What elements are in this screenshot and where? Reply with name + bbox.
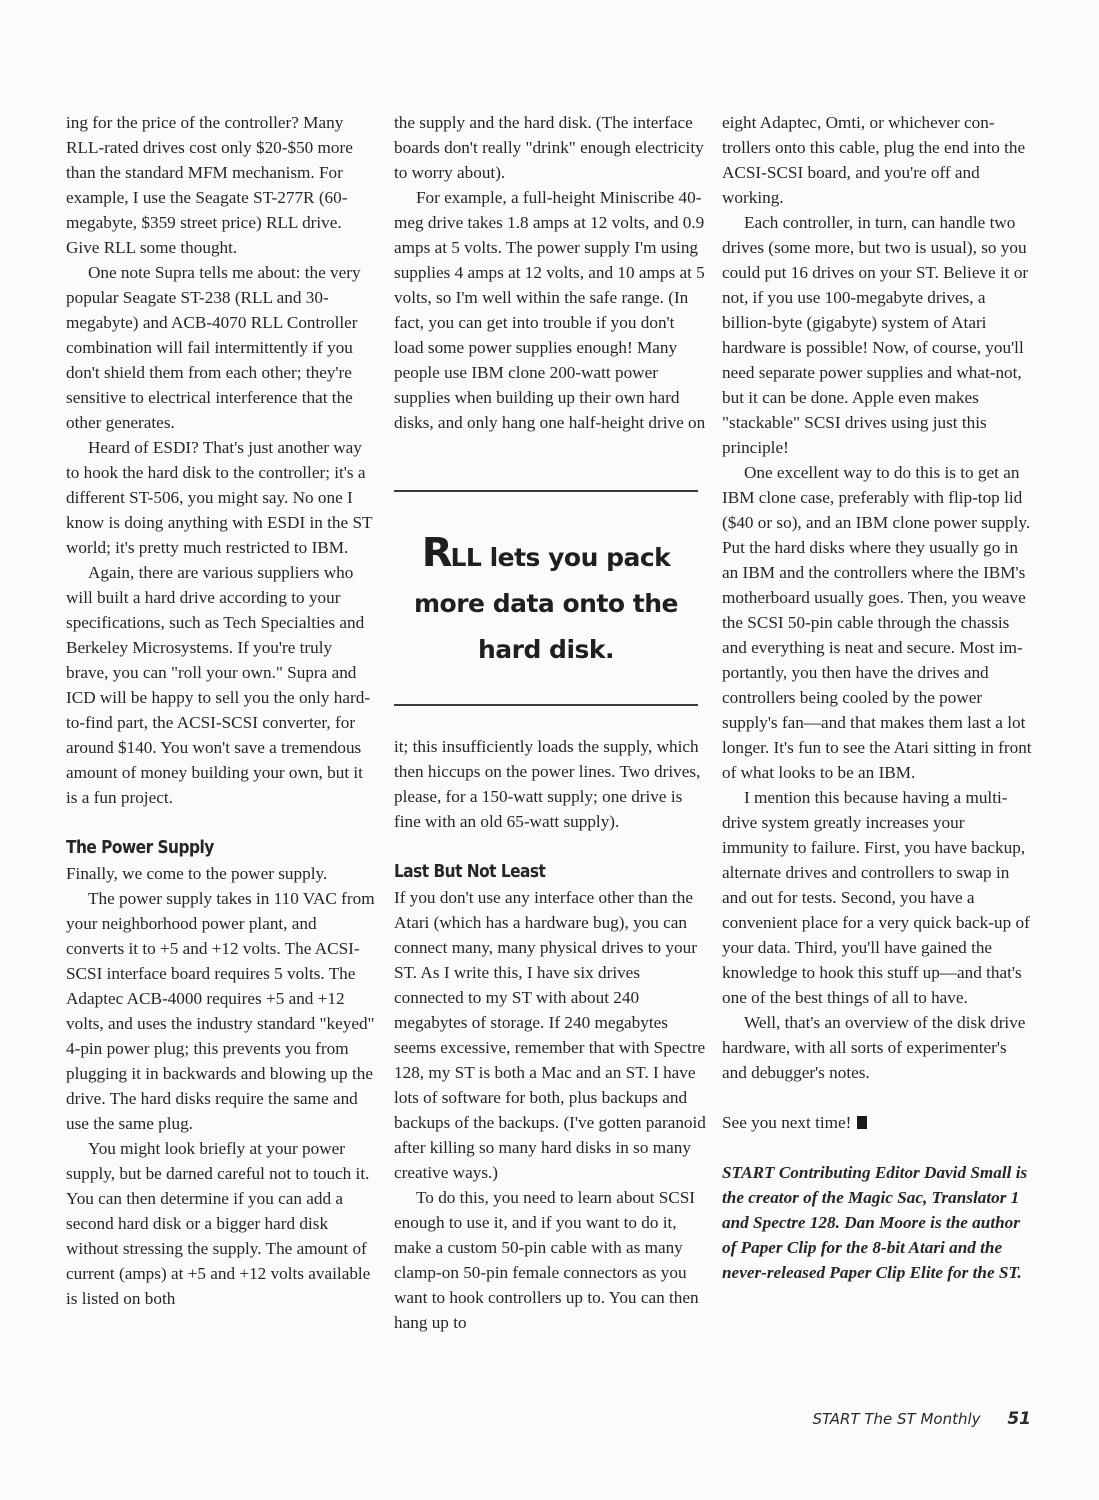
column-3	[722, 110, 1034, 1285]
body-paragraph: it; this insufficiently loads the supply, which then hiccups on the power lines. Two drives, please, for a 150-watt supply; one drive is fine with an old 65-watt supply).	[394, 737, 701, 831]
body-paragraph: Heard of ESDI? That's just another way to hook the hard disk to the controller; it's a different ST-506, you might say. No one I know is doing anything with ESDI in the ST world; it's pretty much restricted to IBM.	[66, 438, 373, 557]
pull-quote-line-1: LL lets you pack	[450, 543, 671, 572]
pull-quote-top-rule	[394, 490, 698, 492]
body-paragraph: eight Adaptec, Omti, or whichever controllers onto this cable, plug the end into the ACSI-SCSI board, and you're off and working.	[722, 113, 1026, 207]
column-2-top	[394, 110, 706, 435]
section-heading-last-but-not-least: Last But Not Least	[394, 862, 546, 882]
page-footer	[812, 1409, 1031, 1429]
body-paragraph: Finally, we come to the power supply.	[66, 864, 328, 883]
signoff-text: See you next time!	[722, 1113, 852, 1132]
pull-quote-bottom-rule	[394, 704, 698, 706]
page-number: 51	[1007, 1409, 1031, 1429]
end-mark-icon	[857, 1116, 867, 1129]
publication-name: START The ST Monthly	[812, 1410, 981, 1428]
column-2-bottom	[394, 734, 706, 1335]
body-paragraph: If you don't use any interface other than the Atari (which has a hardware bug), you can connect many, many physical drives to your ST. As I write this, I have six drives connected to my ST with about 240 megabytes of storage. If 240 megabytes seems excessive, remember that with Spectre 128, my ST is both a Mac and an ST. I have lots of software for both, plus backups and backups of the backups. (I've gotten paranoid after killing so many hard disks in so many creative ways.)	[394, 888, 706, 1182]
pull-quote-line-2: more data onto the	[413, 589, 678, 618]
body-paragraph: For example, a full-height Miniscribe 40-meg drive takes 1.8 amps at 12 volts, and 0.9 amps at 5 volts. The power supply I'm using supplies 4 amps at 12 volts, and 10 amps at 5 volts, so I'm well within the safe range. (In fact, you can get into trouble if you don't load some power supplies enough! Many people use IBM clone 200-watt power supplies when building up their own hard disks, and only hang one half-height drive on	[394, 188, 706, 432]
body-paragraph: One excellent way to do this is to get an IBM clone case, preferably with flip-top lid ($40 or so), and an IBM clone power supply. Put the hard disks where they usually go in an IBM and the controllers where the IBM's motherboard usually goes. Then, you weave the SCSI 50-pin cable through the chassis and everything is neat and secure. Most importantly, you then have the drives and controllers being cooled by the power supply's fan—and that makes them last a lot longer. It's fun to see the Atari sitting in front of what looks to be an IBM.	[722, 463, 1032, 782]
pull-quote-line-3: hard disk.	[477, 635, 615, 664]
author-bio: START Contributing Editor David Small is the creator of the Magic Sac, Translator 1 and Spectre 128. Dan Moore is the author of Paper Clip for the 8-bit Atari and the never-released Paper Clip Elite for the ST.	[722, 1163, 1028, 1282]
section-heading-power-supply: The Power Supply	[66, 838, 214, 858]
pull-quote-text	[394, 530, 698, 673]
body-paragraph: Again, there are various suppliers who will built a hard drive according to your specifications, such as Tech Specialties and Berkeley Microsystems. If you're truly brave, you can "roll your own." Supra and ICD will be happy to sell you the only hard-to-find part, the ACSI-SCSI converter, for around $140. You won't save a tremendous amount of money building your own, but it is a fun project.	[66, 563, 371, 807]
body-paragraph: I mention this because having a multi-drive system greatly increases your immunity to failure. First, you have backup, alternate drives and controllers to swap in and out for tests. Second, you have a convenient place for a very quick back-up of your data. Third, you'll have gained the knowledge to hook this stuff up—and that's one of the best things of all to have.	[722, 788, 1030, 1007]
body-paragraph: The power supply takes in 110 VAC from your neighborhood power plant, and converts it to +5 and +12 volts. The ACSI-SCSI interface board requires 5 volts. The Adaptec ACB-4000 requires +5 and +12 volts, and uses the industry standard "keyed" 4-pin power plug; this prevents you from plugging it in backwards and blowing up the drive. The hard disks require the same and use the same plug.	[66, 889, 375, 1133]
body-paragraph: To do this, you need to learn about SCSI enough to use it, and if you want to do it, make a custom 50-pin cable with as many clamp-on 50-pin female connectors as you want to hook controllers up to. You can then hang up to	[394, 1188, 699, 1332]
pull-quote	[394, 490, 698, 706]
pull-quote-drop-letter: R	[421, 530, 451, 576]
body-paragraph: the supply and the hard disk. (The interface boards don't really "drink" enough electricity to worry about).	[394, 113, 704, 182]
signoff	[722, 1110, 1034, 1135]
body-paragraph: Each controller, in turn, can handle two drives (some more, but two is usual), so you could put 16 drives on your ST. Believe it or not, if you use 100-megabyte drives, a billion-byte (gigabyte) system of Atari hardware is possible! Now, of course, you'll need separate power supplies and what-not, but it can be done. Apple even makes "stackable" SCSI drives using just this principle!	[722, 213, 1029, 457]
body-paragraph: You might look briefly at your power supply, but be darned careful not to touch it. You can then determine if you can add a second hard disk or a bigger hard disk without stressing the supply. The amount of current (amps) at +5 and +12 volts available is listed on both	[66, 1139, 371, 1308]
body-paragraph: Well, that's an overview of the disk drive hardware, with all sorts of experimenter's and debugger's notes.	[722, 1013, 1026, 1082]
body-paragraph: ing for the price of the controller? Many RLL-rated drives cost only $20-$50 more than the standard MFM mechanism. For example, I use the Seagate ST-277R (60-megabyte, $359 street price) RLL drive. Give RLL some thought.	[66, 113, 353, 257]
body-paragraph: One note Supra tells me about: the very popular Seagate ST-238 (RLL and 30-megabyte) and ACB-4070 RLL Controller combination will fail intermittently if you don't shield them from each other; they're sensitive to electrical interference that the other generates.	[66, 263, 361, 432]
column-1	[66, 110, 378, 1311]
